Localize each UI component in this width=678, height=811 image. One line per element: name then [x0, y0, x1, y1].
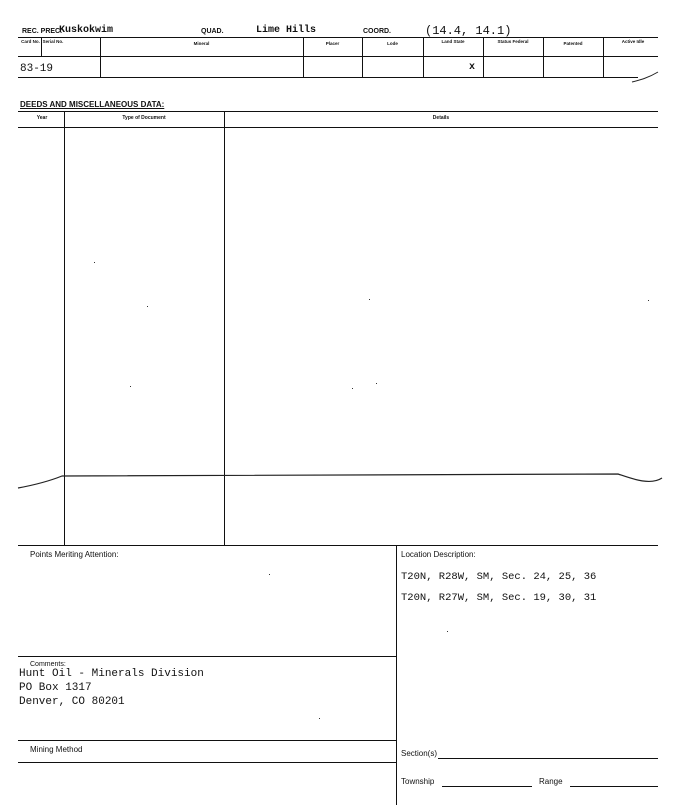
speck: [648, 300, 649, 301]
col-header-state: Land State: [441, 39, 465, 44]
speck: [352, 388, 353, 389]
deeds-title: DEEDS AND MISCELLANEOUS DATA:: [20, 100, 165, 109]
comments-line-3: Denver, CO 80201: [19, 696, 125, 708]
quad-value: Lime Hills: [256, 25, 317, 36]
fold-line: [0, 468, 678, 498]
speck: [94, 262, 95, 263]
card-number-value: 83-19: [20, 63, 54, 75]
mining-rule-bottom: [18, 762, 396, 763]
col-header-active-idle: Active Idle: [621, 39, 645, 44]
quad-label: QUAD.: [201, 28, 224, 35]
sections-field-line[interactable]: [438, 758, 658, 759]
location-line-1: T20N, R28W, SM, Sec. 24, 25, 36: [401, 571, 597, 583]
col-header-federal: Status Federal: [497, 39, 529, 44]
comments-rule: [18, 656, 396, 657]
speck: [269, 574, 270, 575]
rec-prec-value: Kuskokwim: [59, 25, 114, 36]
township-field-line[interactable]: [442, 786, 532, 787]
range-label: Range: [539, 777, 563, 786]
points-label: Points Meriting Attention:: [30, 550, 119, 559]
comments-line-2: PO Box 1317: [19, 682, 92, 694]
range-field-line[interactable]: [570, 786, 658, 787]
speck: [130, 386, 131, 387]
speck: [319, 718, 320, 719]
mining-label: Mining Method: [30, 745, 83, 754]
header-rule-bottom: [18, 77, 638, 78]
col-header-patented: Patented: [563, 41, 583, 46]
header-rule-top: [18, 37, 658, 38]
speck: [447, 631, 448, 632]
location-label: Location Description:: [401, 550, 476, 559]
mining-rule: [18, 740, 396, 741]
coord-label: COORD.: [363, 28, 391, 35]
bottom-rule-top: [18, 545, 658, 546]
deeds-col-year: Year: [36, 115, 48, 121]
rec-prec-label: REC. PREC.: [22, 28, 63, 35]
col-header-mineral: Mineral: [193, 41, 210, 46]
township-label: Township: [401, 777, 435, 786]
deeds-rule-header: [18, 127, 658, 128]
coord-value: (14.4, 14.1): [425, 24, 512, 38]
col-header-lode: Lode: [387, 41, 398, 46]
col-divider-patented: [603, 37, 604, 77]
col-divider-lode: [423, 37, 424, 77]
deeds-rule-top: [18, 111, 658, 112]
bottom-center-divider: [396, 545, 397, 805]
speck: [147, 306, 148, 307]
comments-label: Comments:: [30, 661, 66, 668]
deeds-col-details: Details: [432, 115, 450, 121]
speck: [376, 383, 377, 384]
header-rule-mid: [18, 56, 658, 57]
state-status-mark: x: [469, 62, 476, 73]
pen-mark: [630, 68, 660, 86]
col-header-placer: Placer: [325, 41, 340, 46]
deeds-col-type: Type of Document: [122, 115, 166, 121]
sections-label: Section(s): [401, 749, 438, 758]
col-divider-state: [483, 37, 484, 77]
location-line-2: T20N, R27W, SM, Sec. 19, 30, 31: [401, 592, 597, 604]
speck: [369, 299, 370, 300]
comments-line-1: Hunt Oil - Minerals Division: [19, 668, 204, 680]
col-header-card: Card No.: [21, 39, 40, 44]
col-header-serial: Serial No.: [42, 39, 64, 44]
